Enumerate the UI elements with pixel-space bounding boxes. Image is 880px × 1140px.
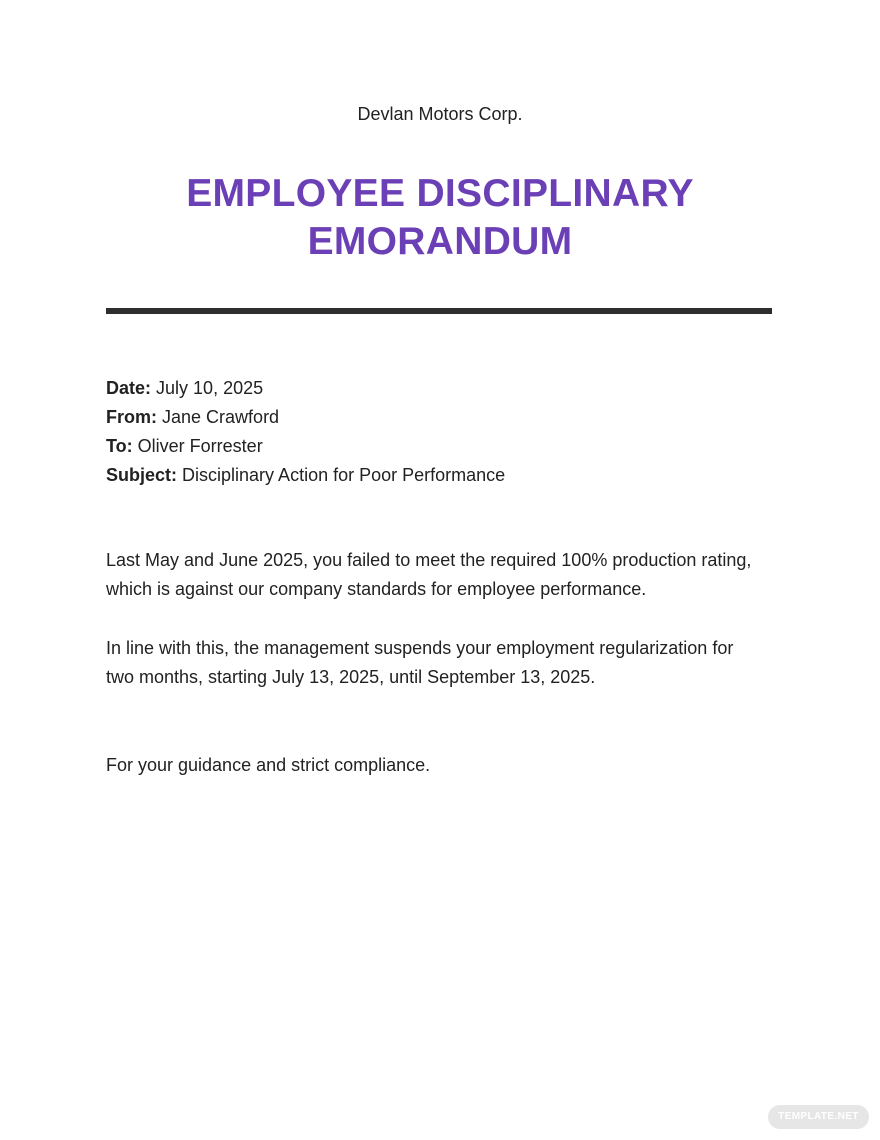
body-paragraph-2 — [106, 634, 786, 692]
date-row — [106, 374, 505, 403]
paragraph-1-line-2: which is against our company standards for employee performance. — [106, 579, 647, 599]
to-value: Oliver Forrester — [137, 436, 263, 456]
closing-line: For your guidance and strict compliance. — [106, 755, 431, 775]
from-row — [106, 403, 505, 432]
template-watermark-badge[interactable]: TEMPLATE.NET — [768, 1105, 869, 1129]
page-title — [150, 170, 730, 266]
title-line-1: EMPLOYEE DISCIPLINARY — [186, 172, 694, 215]
body-paragraph-1 — [106, 546, 786, 604]
to-row — [106, 432, 505, 461]
paragraph-1-line-1: Last May and June 2025, you failed to meet the required 100% production rating, — [106, 550, 752, 570]
title-line-2: EMORANDUM — [307, 220, 573, 263]
subject-row — [106, 461, 505, 490]
memo-header — [106, 374, 505, 490]
date-label: Date: — [106, 378, 152, 398]
subject-label: Subject: — [106, 465, 178, 485]
to-label: To: — [106, 436, 133, 456]
from-label: From: — [106, 407, 157, 427]
paragraph-2-line-2: two months, starting July 13, 2025, until September 13, 2025. — [106, 667, 596, 687]
company-name: Devlan Motors Corp. — [357, 104, 523, 124]
subject-value: Disciplinary Action for Poor Performance — [182, 465, 506, 485]
from-value: Jane Crawford — [162, 407, 280, 427]
date-value: July 10, 2025 — [156, 378, 264, 398]
paragraph-2-line-1: In line with this, the management suspends your employment regularization for — [106, 638, 734, 658]
title-divider — [106, 308, 772, 314]
